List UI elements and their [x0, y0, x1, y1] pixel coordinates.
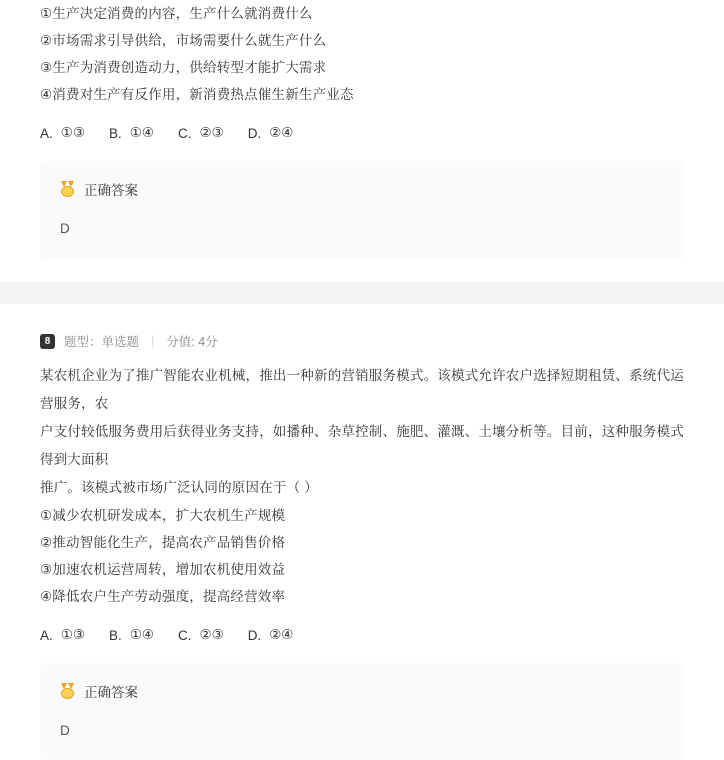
- choice-text: ②③: [199, 627, 224, 642]
- question-2-option-4: ④降低农户生产劳动强度，提高经营效率: [40, 589, 286, 604]
- question-1-option-1: ①生产决定消费的内容，生产什么就消费什么: [40, 6, 313, 21]
- question-2-answer-header: [60, 681, 664, 701]
- medal-icon: [60, 181, 75, 197]
- choice-letter: C.: [177, 627, 192, 643]
- question-2-choice-c[interactable]: [178, 627, 224, 643]
- question-type-label: 题型：单选题: [64, 335, 140, 349]
- question-1-choice-b[interactable]: [109, 125, 154, 141]
- question-2-option-2: ②推动智能化生产，提高农产品销售价格: [40, 535, 286, 550]
- card-separator: [0, 282, 724, 304]
- question-1-answer-header: [60, 179, 664, 199]
- card-bottom-space: [40, 258, 684, 282]
- choice-text: ①④: [129, 627, 154, 642]
- question-1-option-2: ②市场需求引导供给，市场需要什么就生产什么: [40, 33, 327, 48]
- choice-letter: B.: [108, 627, 122, 643]
- choice-letter: D.: [247, 627, 262, 643]
- question-1-option-3: ③生产为消费创造动力，供给转型才能扩大需求: [40, 60, 327, 75]
- medal-icon: [60, 683, 75, 699]
- question-2-choice-a[interactable]: [40, 627, 85, 643]
- question-2-stem-line-2: 户支付较低服务费用后获得业务支持，如播种、杂草控制、施肥、灌溉、土壤分析等。目前，这种服务模式得到大面积: [40, 424, 684, 467]
- question-2-answer-panel: [40, 663, 684, 760]
- choice-letter: D.: [247, 125, 262, 141]
- choice-text: ②④: [269, 627, 294, 642]
- question-2-meta: [40, 304, 684, 362]
- choice-letter: B.: [108, 125, 122, 141]
- question-score-label: 分值: 4分: [166, 335, 218, 349]
- question-2-answer-value: D: [60, 723, 70, 738]
- question-2-choice-b[interactable]: [109, 627, 154, 643]
- choice-text: ②④: [269, 125, 294, 140]
- choice-text: ①③: [60, 125, 85, 140]
- question-card-2: [0, 304, 724, 760]
- choice-letter: C.: [177, 125, 192, 141]
- question-2-stem-line-3: 推广。该模式被市场广泛认同的原因在于（ ）: [40, 480, 318, 495]
- question-1-choice-d[interactable]: [248, 125, 294, 141]
- question-1-choice-a[interactable]: [40, 125, 85, 141]
- question-2-option-3: ③加速农机运营周转，增加农机使用效益: [40, 562, 286, 577]
- choice-letter: A.: [40, 627, 53, 643]
- question-2-body: [40, 362, 684, 760]
- question-1-choice-c[interactable]: [178, 125, 224, 141]
- choice-text: ①③: [60, 627, 85, 642]
- question-1-answer-value: D: [60, 221, 70, 236]
- question-number-badge: 8: [40, 334, 55, 349]
- question-card-1: [0, 0, 724, 282]
- question-2-option-1: ①减少农机研发成本，扩大农机生产规模: [40, 508, 286, 523]
- question-1-answer-label: 正确答案: [84, 183, 138, 198]
- question-1-answer-panel: [40, 161, 684, 258]
- question-1-body: [40, 0, 684, 258]
- question-2-choice-d[interactable]: [248, 627, 294, 643]
- question-2-answer-label: 正确答案: [84, 685, 138, 700]
- question-2-choice-row: [40, 627, 684, 643]
- question-1-choice-row: [40, 125, 684, 141]
- meta-divider: |: [151, 334, 155, 348]
- choice-text: ②③: [199, 125, 224, 140]
- question-2-stem-line-1: 某农机企业为了推广智能农业机械，推出一种新的营销服务模式。该模式允许农户选择短期租赁、系统代运营服务，农: [40, 368, 684, 411]
- question-1-option-4: ④消费对生产有反作用，新消费热点催生新生产业态: [40, 87, 354, 102]
- choice-letter: A.: [40, 125, 53, 141]
- choice-text: ①④: [129, 125, 154, 140]
